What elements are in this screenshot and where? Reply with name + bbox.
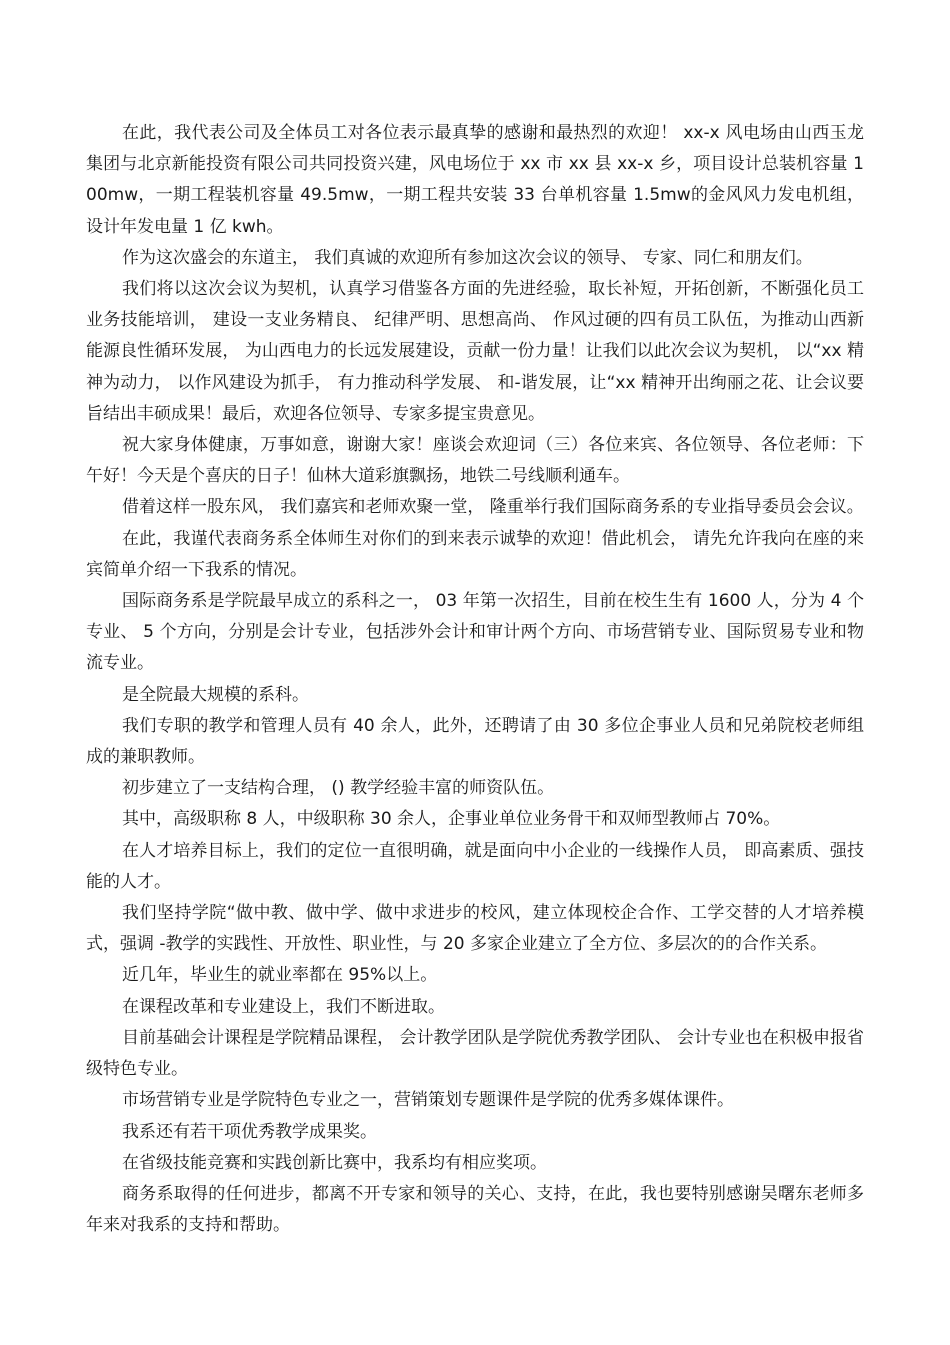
paragraph: 商务系取得的任何进步，都离不开专家和领导的关心、支持，在此，我也要特别感谢吴曙东老师多年来对我系的支持和帮助。 [86, 1183, 864, 1236]
paragraph: 市场营销专业是学院特色专业之一，营销策划专题课件是学院的优秀多媒体课件。 [122, 1090, 734, 1111]
paragraph: 在此，我谨代表商务系全体师生对你们的到来表示诚挚的欢迎！借此机会， 请先允许我向在座的来宾简单介绍一下我系的情况。 [86, 528, 864, 580]
paragraph: 在此，我代表公司及全体员工对各位表示最真挚的感谢和最热烈的欢迎！ xx-x 风电场由山西玉龙集团与北京新能投资有限公司共同投资兴建，风电场位于 xx 市 xx 县 xx-x 乡，项目设计总装机容量 100mw，一期工程装机容量 49.5mw，一期工程共安装 33 台单机容量 1.5mw的金风风力发电机组，设计年发电量 1 亿 kwh。 [86, 123, 864, 237]
paragraph: 在省级技能竞赛和实践创新比赛中，我系均有相应奖项。 [122, 1152, 547, 1173]
paragraph: 我系还有若干项优秀教学成果奖。 [122, 1121, 377, 1142]
paragraph: 在课程改革和专业建设上，我们不断进取。 [122, 996, 445, 1017]
paragraph: 在人才培养目标上，我们的定位一直很明确，就是面向中小企业的一线操作人员， 即高素质、强技能的人才。 [86, 840, 864, 892]
paragraph: 目前基础会计课程是学院精品课程， 会计教学团队是学院优秀教学团队、 会计专业也在积极申报省级特色专业。 [86, 1027, 864, 1080]
paragraph: 我们将以这次会议为契机，认真学习借鉴各方面的先进经验，取长补短，开拓创新，不断强化员工业务技能培训， 建设一支业务精良、 纪律严明、思想高尚、 作风过硬的四有员工队伍，为推动山西新能源良性循环发展， 为山西电力的长远发展建设，贡献一份力量！让我们以此次会议为契机， 以“xx 精神为动力， 以作风建设为抓手， 有力推动科学发展、 和-谐发展，让“xx 精神开出绚丽之花、让会议要旨结出丰硕成果！最后，欢迎各位领导、专家多提宝贵意见。 [86, 279, 864, 424]
paragraph: 是全院最大规模的系科。 [122, 684, 309, 705]
paragraph: 国际商务系是学院最早成立的系科之一， 03 年第一次招生，目前在校生生有 1600 人，分为 4 个专业、 5 个方向，分别是会计专业，包括涉外会计和审计两个方向、市场营销专业、国际贸易专业和物流专业。 [86, 591, 864, 674]
paragraph: 初步建立了一支结构合理， () 教学经验丰富的师资队伍。 [122, 778, 555, 799]
paragraph: 其中，高级职称 8 人，中级职称 30 余人，企事业单位业务骨干和双师型教师占 70%。 [122, 809, 781, 830]
paragraph: 近几年，毕业生的就业率都在 95%以上。 [122, 965, 438, 986]
paragraph: 借着这样一股东风， 我们嘉宾和老师欢聚一堂， 隆重举行我们国际商务系的专业指导委员会会议。 [122, 497, 864, 518]
paragraph: 我们坚持学院“做中教、做中学、做中求进步的校风，建立体现校企合作、工学交替的人才培养模式，强调 -教学的实践性、开放性、职业性，与 20 多家企业建立了全方位、多层次的的合作关系。 [86, 903, 864, 955]
paragraph: 我们专职的教学和管理人员有 40 余人，此外，还聘请了由 30 多位企事业人员和兄弟院校老师组成的兼职教师。 [86, 715, 864, 768]
paragraph: 作为这次盛会的东道主， 我们真诚的欢迎所有参加这次会议的领导、 专家、同仁和朋友们。 [122, 247, 813, 268]
paragraph: 祝大家身体健康，万事如意，谢谢大家！座谈会欢迎词（三）各位来宾、各位领导、各位老师：下午好！今天是个喜庆的日子！仙林大道彩旗飘扬，地铁二号线顺利通车。 [86, 435, 864, 487]
document-body [86, 118, 864, 1241]
